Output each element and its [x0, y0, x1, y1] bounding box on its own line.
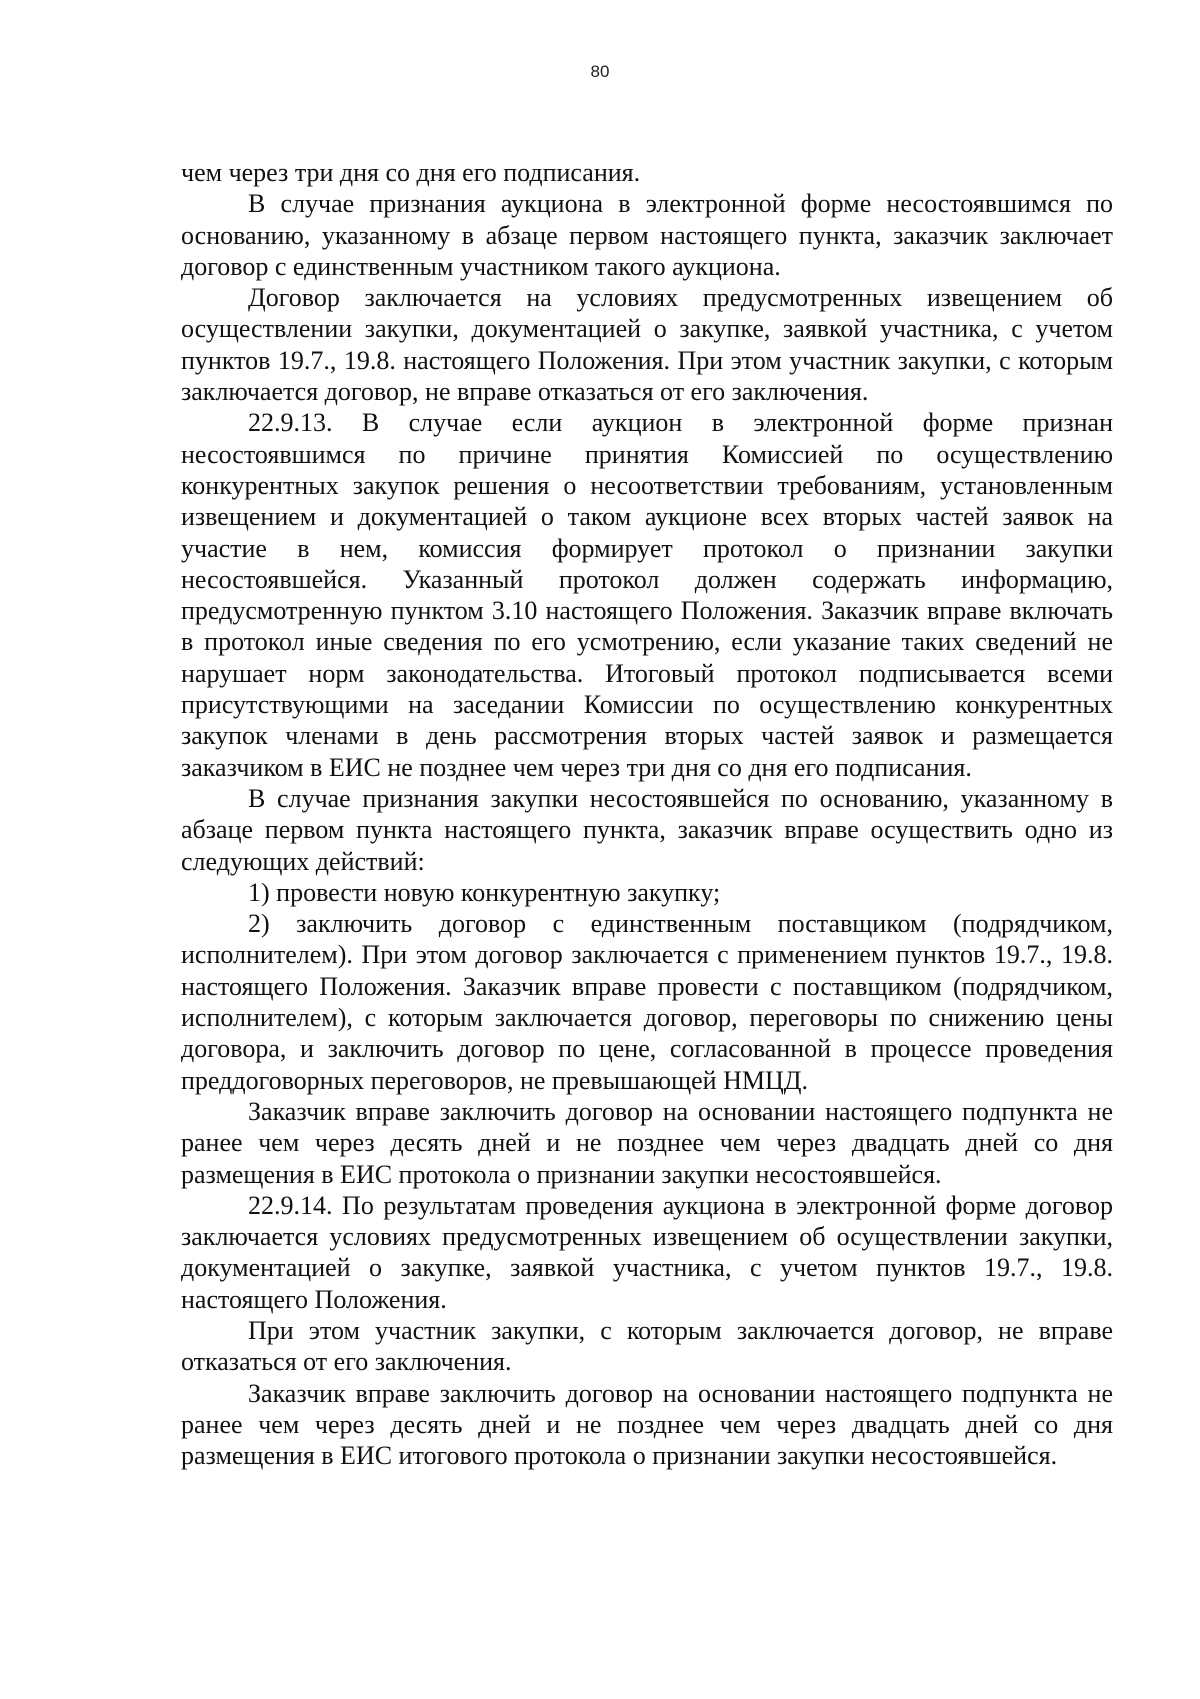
document-body: [181, 157, 1113, 1471]
paragraph: В случае признания аукциона в электронной форме несостоявшимся по основанию, указанному в абзаце первом настоящего пункта, заказчик заключает договор с единственным участником такого аукциона.: [181, 189, 1113, 281]
paragraph: В случае признания закупки несостоявшейся по основанию, указанному в абзаце первом пункта настоящего пункта, заказчик вправе осуществить одно из следующих действий:: [181, 783, 1113, 876]
paragraph-clause-22-9-13: 22.9.13. В случае если аукцион в электронной форме признан несостоявшимся по причине принятия Комиссией по осуществлению конкурентных закупок решения о несоответствии требованиям, установленным извещением и документацией о таком аукционе всех вторых частей заявок на участие в нем, комиссия формирует протокол о признании закупки несостоявшейся. Указанный протокол должен содержать информацию, предусмотренную пунктом 3.10 настоящего Положения. Заказчик вправе включать в протокол иные сведения по его усмотрению, если указание таких сведений не нарушает норм законодательства. Итоговый протокол подписывается всеми присутствующими на заседании Комиссии по осуществлению конкурентных закупок членами в день рассмотрения вторых частей заявок и размещается заказчиком в ЕИС не позднее чем через три дня со дня его подписания.: [181, 408, 1113, 782]
list-item: 2) заключить договор с единственным поставщиком (подрядчиком, исполнителем). При этом договор заключается с применением пунктов 19.7., 19.8. настоящего Положения. Заказчик вправе провести с поставщиком (подрядчиком, исполнителем), с которым заключается договор, переговоры по снижению цены договора, и заключить договор по цене, согласованной в процессе проведения преддоговорных переговоров, не превышающей НМЦД.: [181, 909, 1113, 1095]
paragraph-clause-22-9-14: 22.9.14. По результатам проведения аукциона в электронной форме договор заключается условиях предусмотренных извещением об осуществлении закупки, документацией о закупке, заявкой участника, с учетом пунктов 19.7., 19.8. настоящего Положения.: [181, 1190, 1113, 1314]
paragraph: Заказчик вправе заключить договор на основании настоящего подпункта не ранее чем через десять дней и не позднее чем через двадцать дней со дня размещения в ЕИС протокола о признании закупки несостоявшейся.: [181, 1096, 1113, 1189]
paragraph: Заказчик вправе заключить договор на основании настоящего подпункта не ранее чем через десять дней и не позднее чем через двадцать дней со дня размещения в ЕИС итогового протокола о признании закупки несостоявшейся.: [181, 1378, 1113, 1471]
paragraph-continuation: чем через три дня со дня его подписания.: [181, 158, 641, 187]
paragraph: Договор заключается на условиях предусмотренных извещением об осуществлении закупки, документацией о закупке, заявкой участника, с учетом пунктов 19.7., 19.8. настоящего Положения. При этом участник закупки, с которым заключается договор, не вправе отказаться от его заключения.: [181, 283, 1113, 407]
page-number: 80: [590, 62, 610, 81]
paragraph: При этом участник закупки, с которым заключается договор, не вправе отказаться от его заключения.: [181, 1315, 1113, 1377]
list-item: 1) провести новую конкурентную закупку;: [248, 877, 721, 907]
